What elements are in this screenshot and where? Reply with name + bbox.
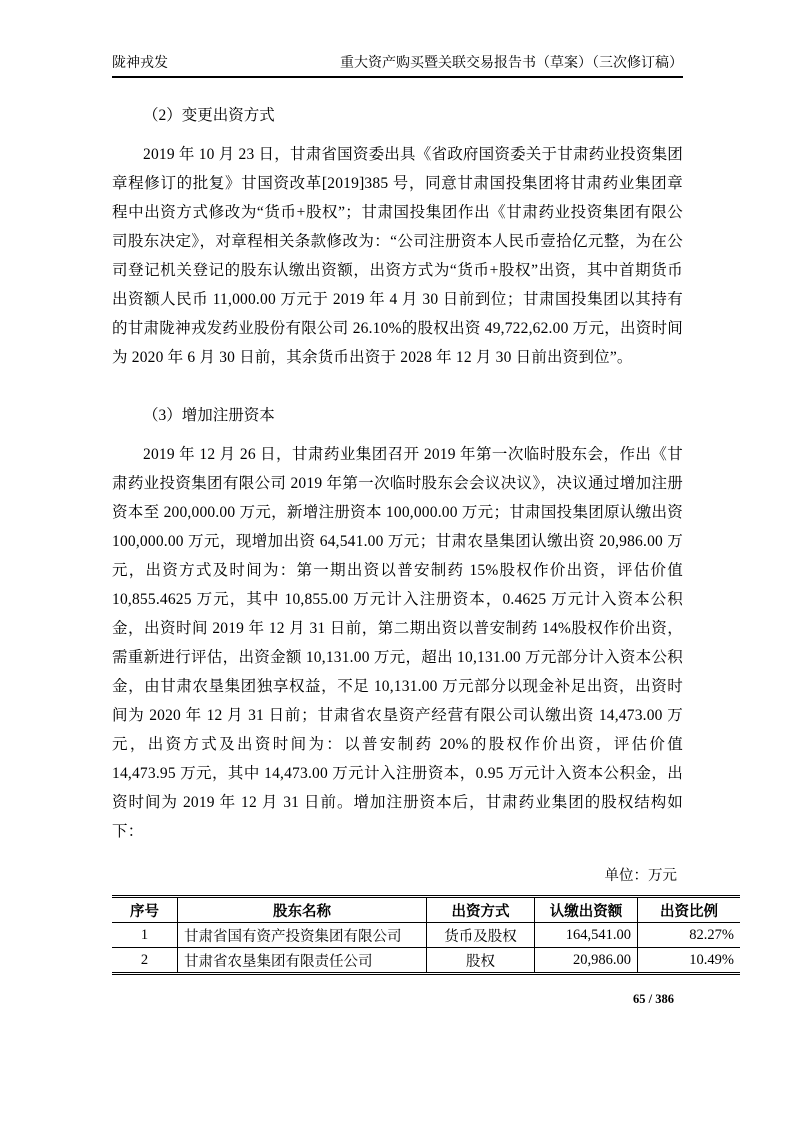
- cell-shareholder: 甘肃省国有资产投资集团有限公司: [178, 923, 427, 948]
- paragraph-increase-capital: 2019 年 12 月 26 日，甘肃药业集团召开 2019 年第一次临时股东会，作出《甘肃药业投资集团有限公司 2019 年第一次临时股东会会议决议》，决议通过增加注册资本至 200,000.00 万元，新增注册资本 100,000.00 万元；甘肃国投集团原认缴出资 100,000.00 万元，现增加出资 64,541.00 万元；甘肃农垦集团认缴出资 20,986.00 万元，出资方式及时间为：第一期出资以普安制药 15%股权作价出资，评估价值 10,855.4625 万元，其中 10,855.00 万元计入注册资本，0.4625 万元计入资本公积金，出资时间 2019 年 12 月 31 日前，第二期出资以普安制药 14%股权作价出资，需重新进行评估，出资金额 10,131.00 万元，超出 10,131.00 万元部分计入资本公积金，由甘肃农垦集团独享权益，不足 10,131.00 万元部分以现金补足出资，出资时间为 2020 年 12 月 31 日前；甘肃省农垦资产经营有限公司认缴出资 14,473.00 万元，出资方式及出资时间为：以普安制药 20%的股权作价出资，评估价值 14,473.95 万元，其中 14,473.00 万元计入注册资本，0.95 万元计入资本公积金，出资时间为 2019 年 12 月 31 日前。增加注册资本后，甘肃药业集团的股权结构如下：: [112, 446, 683, 840]
- header-report-title: 重大资产购买暨关联交易报告书（草案）（三次修订稿）: [340, 56, 683, 71]
- cell-shareholder: 甘肃省农垦集团有限责任公司: [178, 948, 427, 974]
- header-company-name: 陇神戎发: [112, 56, 168, 71]
- cell-method: 货币及股权: [427, 923, 535, 948]
- cell-amount: 20,986.00: [535, 948, 638, 974]
- table-unit-label: 单位：万元: [604, 868, 677, 884]
- table-row: [112, 923, 740, 948]
- cell-ratio: 10.49%: [638, 948, 741, 974]
- cell-index: 1: [112, 923, 178, 948]
- column-header-shareholder: 股东名称: [178, 897, 427, 923]
- table-header-row: [112, 897, 740, 923]
- section-heading-increase-capital: （3）增加注册资本: [143, 407, 275, 424]
- page-header: [112, 54, 683, 78]
- column-header-ratio: 出资比例: [638, 897, 741, 923]
- paragraph-change-method: 2019 年 10 月 23 日，甘肃省国资委出具《省政府国资委关于甘肃药业投资集团章程修订的批复》甘国资改革[2019]385 号，同意甘肃国投集团将甘肃药业集团章程中出资方式修改为“货币+股权”；甘肃国投集团作出《甘肃药业投资集团有限公司股东决定》，对章程相关条款修改为：“公司注册资本人民币壹拾亿元整，为在公司登记机关登记的股东认缴出资额，出资方式为“货币+股权”出资，其中首期货币出资额人民币 11,000.00 万元于 2019 年 4 月 30 日前到位；甘肃国投集团以其持有的甘肃陇神戎发药业股份有限公司 26.10%的股权出资 49,722,62.00 万元，出资时间为 2020 年 6 月 30 日前，其余货币出资于 2028 年 12 月 30 日前出资到位”。: [112, 146, 683, 366]
- column-header-amount: 认缴出资额: [535, 897, 638, 923]
- shareholding-structure-table: [112, 895, 740, 975]
- section-heading-change-method: （2）变更出资方式: [143, 107, 275, 124]
- column-header-method: 出资方式: [427, 897, 535, 923]
- cell-method: 股权: [427, 948, 535, 974]
- page-number: 65 / 386: [633, 992, 674, 1006]
- column-header-index: 序号: [112, 897, 178, 923]
- table-row: [112, 948, 740, 974]
- cell-index: 2: [112, 948, 178, 974]
- cell-amount: 164,541.00: [535, 923, 638, 948]
- cell-ratio: 82.27%: [638, 923, 741, 948]
